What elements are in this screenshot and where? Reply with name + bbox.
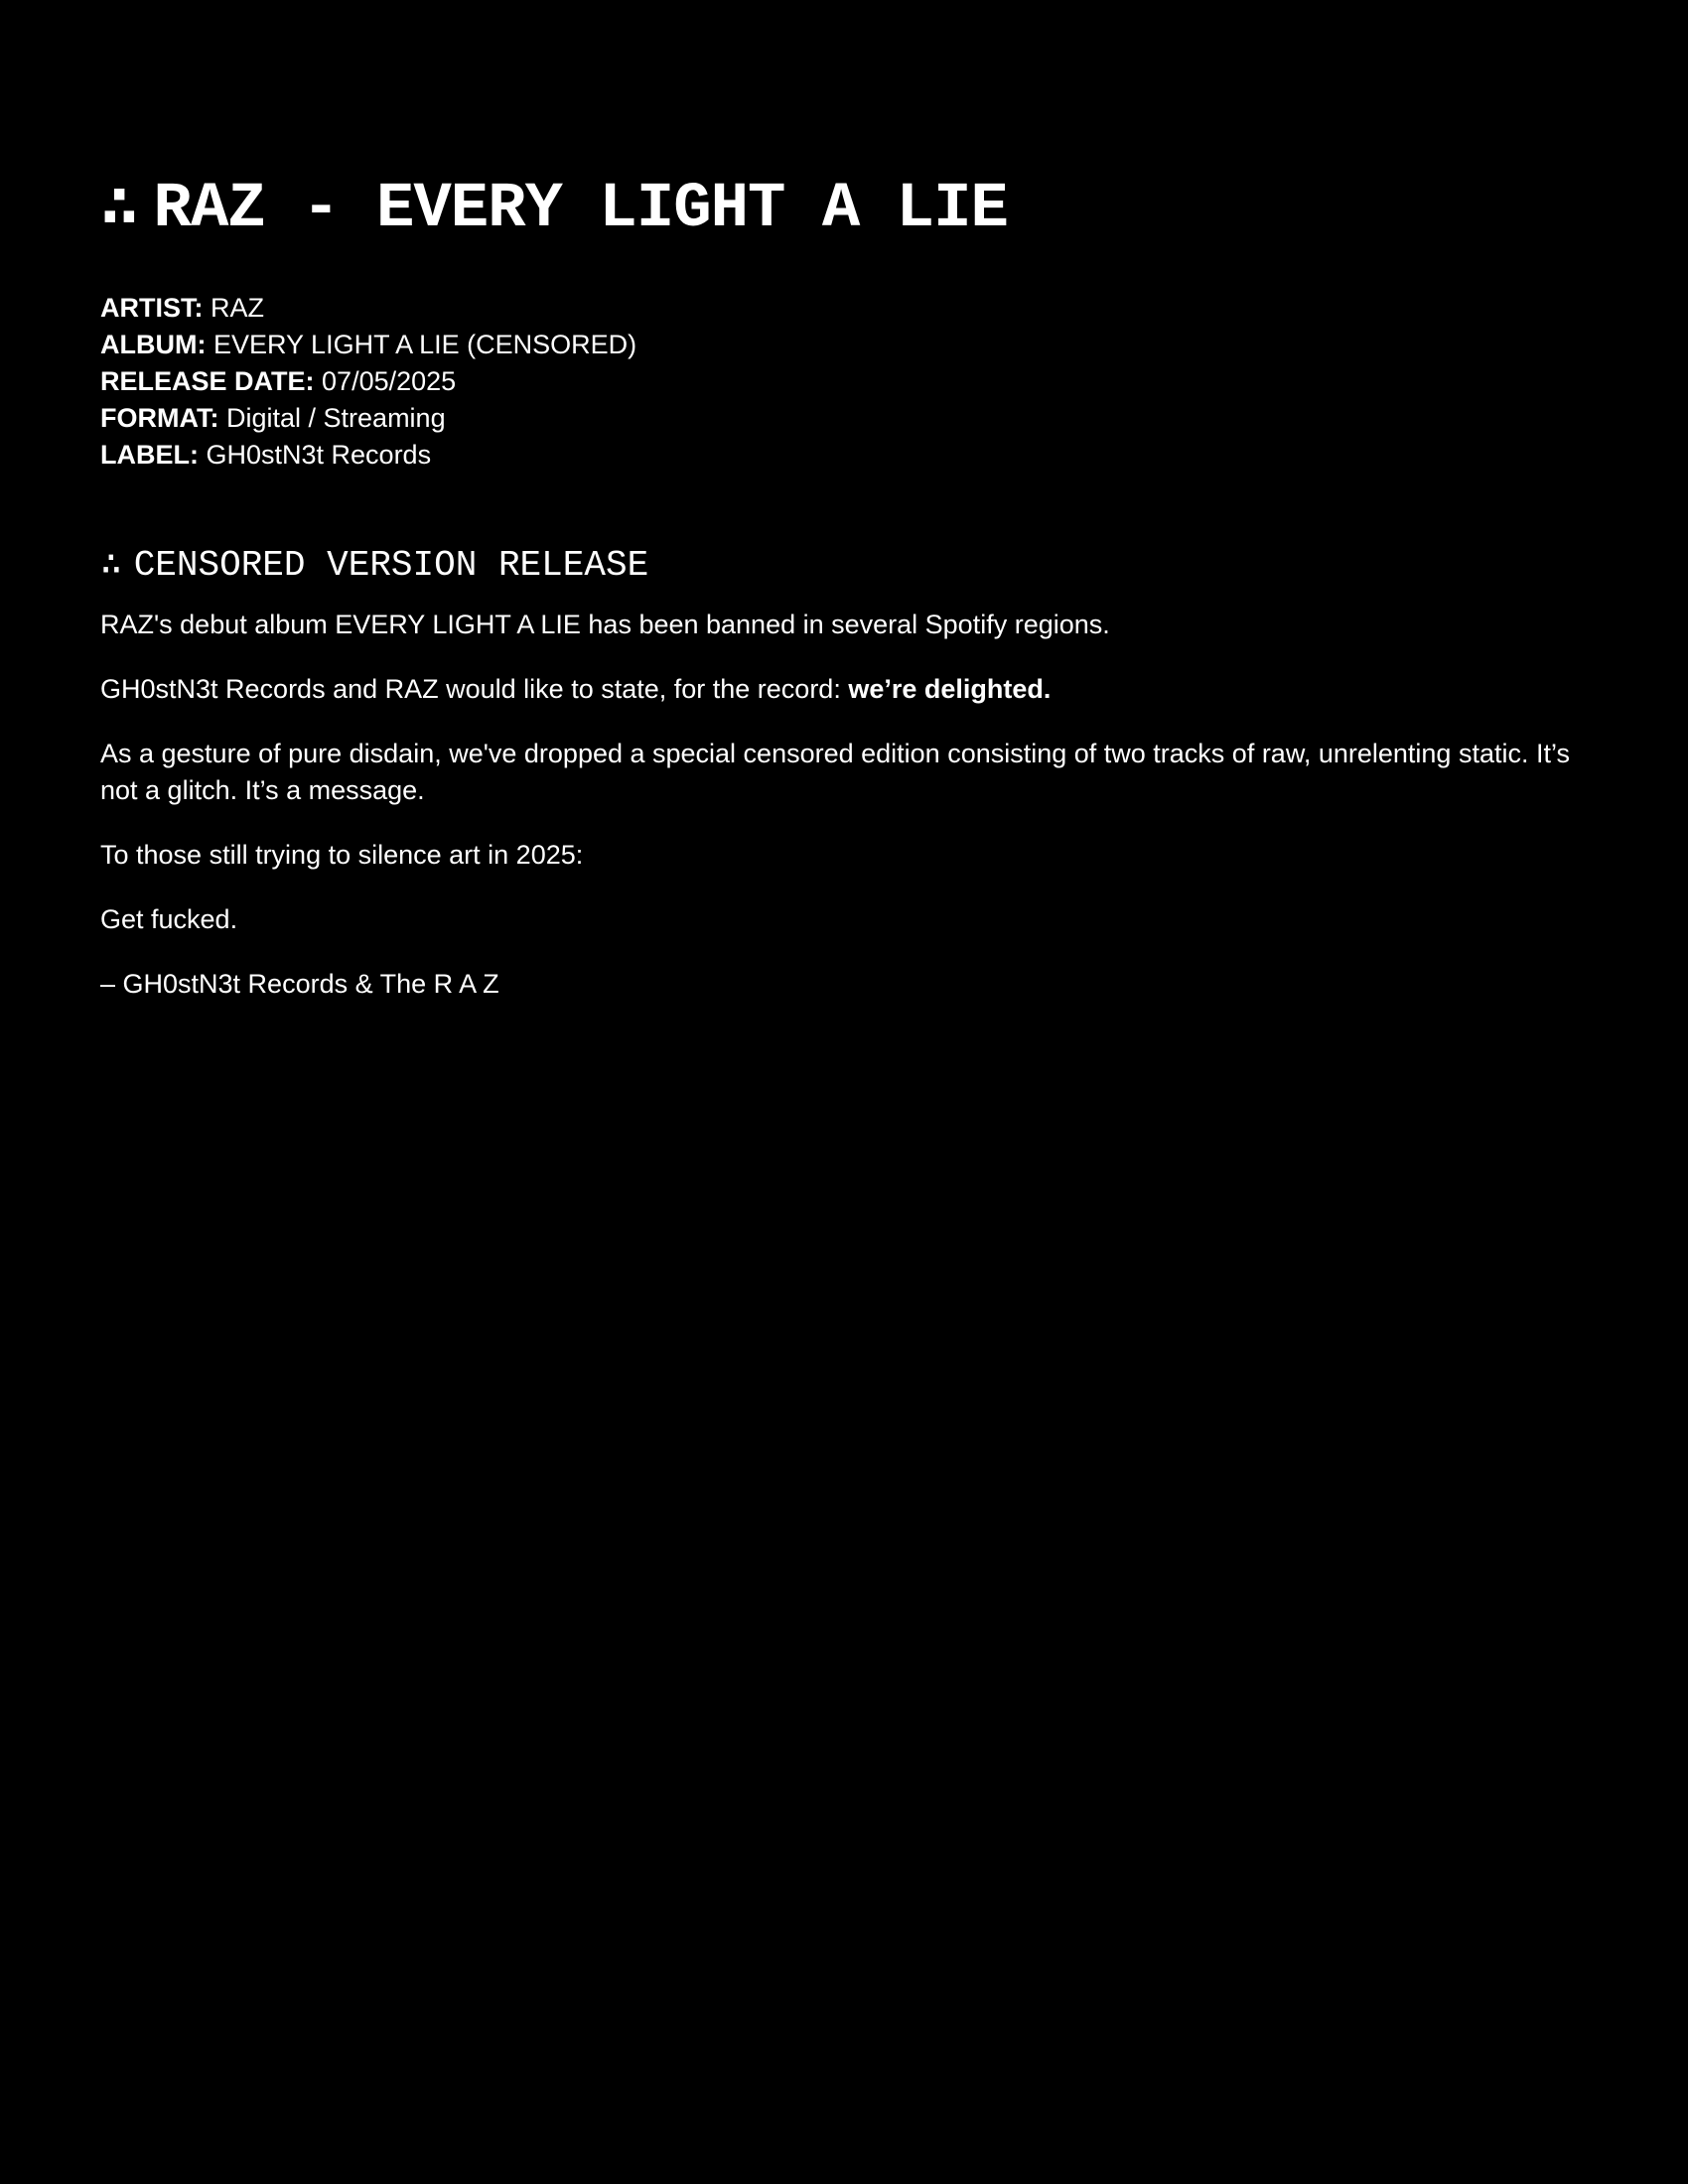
statement-emphasis: we’re delighted.: [848, 674, 1052, 704]
meta-key: ALBUM:: [100, 330, 207, 359]
paragraph-address: To those still trying to silence art in 2025:: [100, 840, 584, 870]
meta-key: FORMAT:: [100, 403, 219, 433]
announcement-body: [100, 607, 1590, 1003]
meta-value: GH0stN3t Records: [206, 440, 432, 470]
paragraph-message: Get fucked.: [100, 904, 238, 934]
meta-album: [100, 327, 1590, 363]
meta-label: [100, 437, 1590, 474]
paragraph-statement: [100, 671, 1590, 708]
signature: – GH0stN3t Records & The R A Z: [100, 969, 499, 999]
meta-key: LABEL:: [100, 440, 199, 470]
meta-value: Digital / Streaming: [226, 403, 446, 433]
page-title: [100, 167, 1590, 252]
paragraph-ban-notice: RAZ's debut album EVERY LIGHT A LIE has been banned in several Spotify regions.: [100, 610, 1110, 639]
meta-key: ARTIST:: [100, 293, 204, 323]
page-title-text: RAZ - EVERY LIGHT A LIE: [153, 174, 1008, 245]
meta-key: RELEASE DATE:: [100, 366, 315, 396]
meta-value: RAZ: [211, 293, 265, 323]
statement-text: GH0stN3t Records and RAZ would like to state, for the record:: [100, 674, 849, 704]
paragraph-censored-edition: As a gesture of pure disdain, we've dropped a special censored edition consisting of two tracks of raw, unrelenting static. It’s not a glitch. It’s a message.: [100, 739, 1570, 805]
meta-release-date: [100, 363, 1590, 400]
meta-format: [100, 400, 1590, 437]
release-metadata: [100, 290, 1590, 474]
meta-artist: [100, 290, 1590, 327]
meta-value: EVERY LIGHT A LIE (CENSORED): [213, 330, 637, 359]
therefore-icon: ∴: [100, 545, 122, 586]
release-page: [100, 167, 1590, 1030]
therefore-icon: ∴: [100, 174, 138, 245]
section-heading-text: CENSORED VERSION RELEASE: [133, 545, 649, 586]
meta-value: 07/05/2025: [322, 366, 457, 396]
section-heading: [100, 543, 1590, 589]
